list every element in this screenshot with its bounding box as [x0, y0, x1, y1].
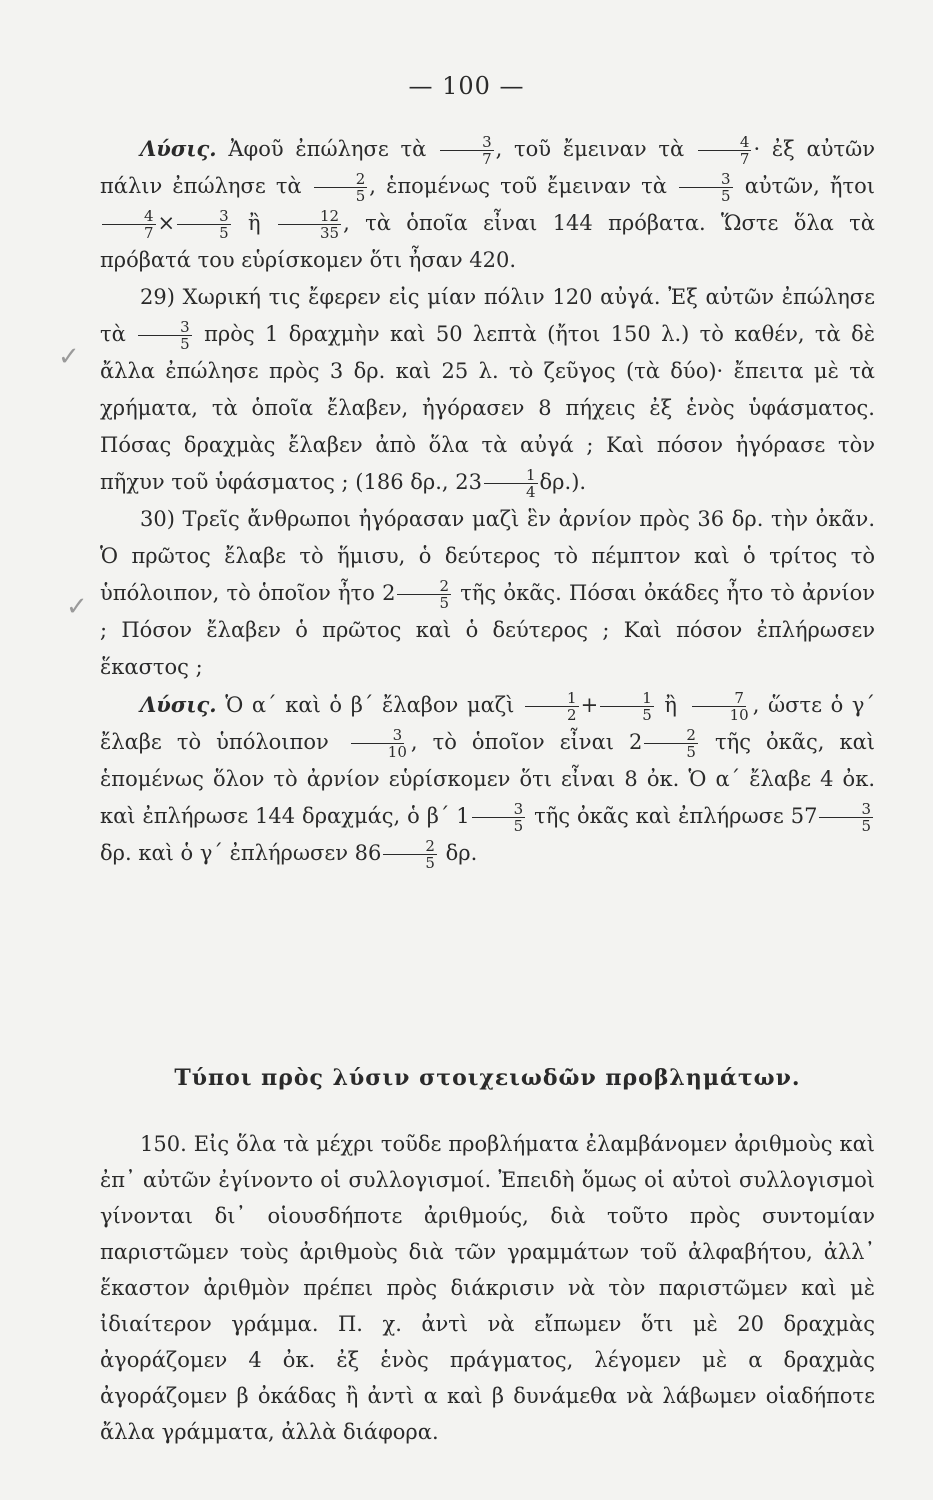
fraction: $\frac{2}{5}$: [314, 171, 368, 204]
problem-30: 30) Τρεῖς ἄνθρωποι ἠγόρασαν μαζὶ ἓν ἀρνίον πρὸς 36 δρ. τὴν ὀκᾶν. Ὁ πρῶτος ἔλαβε τὸ ἥμισυ, ὁ δεύτερος τὸ πέμπτον καὶ ὁ τρίτος τὸ ὑπόλοιπον, τὸ ὁποῖον ἦτο 2 $\frac{2}{5}$ τῆς ὀκᾶς. Πόσαι ὀκάδες ἦτο τὸ ἀρνίον ; Πόσον ἔλαβεν ὁ πρῶτος καὶ ὁ δεύτερος ; Καὶ πόσον ἐπλήρωσεν ἕκαστος ;: [100, 507, 875, 679]
fraction: $\frac{12}{35}$: [278, 208, 341, 241]
section-text: [100, 1105, 875, 1471]
fraction: $\frac{1}{5}$: [600, 690, 654, 723]
fraction: $\frac{2}{5}$: [383, 838, 437, 871]
solution-paragraph-1: Λύσις. Ἀφοῦ ἐπώλησε τὰ $\frac{3}{7}$ , τοῦ ἔμειναν τὰ $\frac{4}{7}$ · ἐξ αὐτῶν πάλιν ἐπώλησε τὰ $\frac{2}{5}$ , ἑπομένως τοῦ ἔμειναν τὰ $\frac{3}{5}$ αὐτῶν, ἤτοι $\frac{4}{7}$ × $\frac{3}{5}$ ἢ $\frac{12}{35}$ , τὰ ὁποῖα εἶναι 144 πρόβατα. Ὥστε ὅλα τὰ πρόβατά του εὑρίσκομεν ὅτι ἦσαν 420.: [100, 133, 876, 272]
paragraph-150: 150. Εἰς ὅλα τὰ μέχρι τοῦδε προβλήματα ἐλαμβάνομεν ἀριθμοὺς καὶ ἐπ᾽ αὐτῶν ἐγίνοντο οἱ συλλογισμοί. Ἐπειδὴ ὅμως οἱ αὐτοὶ συλλογισμοὶ γίνονται δι᾽ οἱουσδήποτε ἀριθμούς, διὰ τοῦτο πρὸς συντομίαν παριστῶμεν τοὺς ἀριθμοὺς διὰ τῶν γραμμάτων τοῦ ἀλφαβήτου, ἀλλ᾽ ἕκαστον ἀριθμὸν πρέπει πρὸς διάκρισιν νὰ τὸν παριστῶμεν καὶ μὲ ἰδιαίτερον γράμμα. Π. χ. ἀντὶ νὰ εἴπωμεν ὅτι μὲ 20 δραχμὰς ἀγοράζομεν 4 ὀκ. ἐξ ἑνὸς πράγματος, λέγομεν μὲ α δραχμὰς ἀγοράζομεν β ὀκάδας ἢ ἀντὶ α καὶ β δυνάμεθα νὰ λάβωμεν οἱαδήποτε ἄλλα γράμματα, ἀλλὰ διάφορα.: [100, 1132, 875, 1444]
fraction: $\frac{4}{7}$: [102, 208, 156, 241]
fraction: $\frac{2}{5}$: [397, 578, 451, 611]
answer-29: (186 δρ., 23 $\frac{1}{4}$ δρ.).: [355, 466, 587, 501]
fraction: $\frac{1}{2}$: [525, 690, 579, 723]
fraction: $\frac{3}{5}$: [177, 208, 231, 241]
main-text: [100, 130, 875, 872]
solution-paragraph-2: Λύσις. Ὁ α΄ καὶ ὁ β΄ ἔλαβον μαζὶ $\frac{1}{2}$ + $\frac{1}{5}$ ἢ $\frac{7}{10}$ , ὥστε ὁ γ΄ ἔλαβε τὸ ὑπόλοιπον $\frac{3}{10}$ , τὸ ὁποῖον εἶναι 2 $\frac{2}{5}$ τῆς ὀκᾶς, καὶ ἑπομένως ὅλον τὸ ἀρνίον εὑρίσκομεν ὅτι εἶναι 8 ὀκ. Ὁ α΄ ἔλαβε 4 ὀκ. καὶ ἐπλήρωσε 144 δραχμάς, ὁ β΄ 1 $\frac{3}{5}$ τῆς ὀκᾶς καὶ ἐπλήρωσε 57 $\frac{3}{5}$ δρ. καὶ ὁ γ΄ ἐπλήρωσεν 86 $\frac{2}{5}$ δρ.: [100, 689, 875, 872]
fraction: $\frac{3}{7}$: [440, 134, 494, 167]
pencil-check-mark-30: ✓: [66, 592, 88, 622]
section-heading: Τύποι πρὸς λύσιν στοιχειωδῶν προβλημάτων.: [174, 1065, 801, 1091]
fraction: $\frac{2}{5}$: [644, 727, 698, 760]
fraction: $\frac{3}{5}$: [138, 319, 192, 352]
page-number: — 100 —: [408, 72, 525, 100]
fraction: $\frac{4}{7}$: [698, 134, 752, 167]
fraction: $\frac{3}{5}$: [679, 171, 733, 204]
fraction: $\frac{3}{5}$: [472, 801, 526, 834]
fraction: $\frac{7}{10}$: [688, 690, 751, 723]
pencil-check-mark-29: ✓: [58, 342, 80, 372]
fraction: $\frac{3}{10}$: [346, 727, 409, 760]
problem-29: 29) Χωρική τις ἔφερεν εἰς μίαν πόλιν 120 αὐγά. Ἐξ αὐτῶν ἐπώλησε τὰ $\frac{3}{5}$ πρὸς 1 δραχμὴν καὶ 50 λεπτὰ (ἤτοι 150 λ.) τὸ καθέν, τὰ δὲ ἄλλα ἐπώλησε πρὸς 3 δρ. καὶ 25 λ. τὸ ζεῦγος (τὰ δύο)· ἔπειτα μὲ τὰ χρήματα, τὰ ὁποῖα ἔλαβεν, ἠγόρασεν 8 πήχεις ἐξ ἑνὸς ὑφάσματος. Πόσας δραχμὰς ἔλαβεν ἀπὸ ὅλα τὰ αὐγά ; Καὶ πόσον ἠγόρασε τὸν πῆχυν τοῦ ὑφάσματος ; (186 δρ., 23 $\frac{1}{4}$ δρ.).: [100, 285, 875, 501]
fraction: $\frac{3}{5}$: [819, 801, 873, 834]
fraction: $\frac{1}{4}$: [484, 467, 538, 500]
